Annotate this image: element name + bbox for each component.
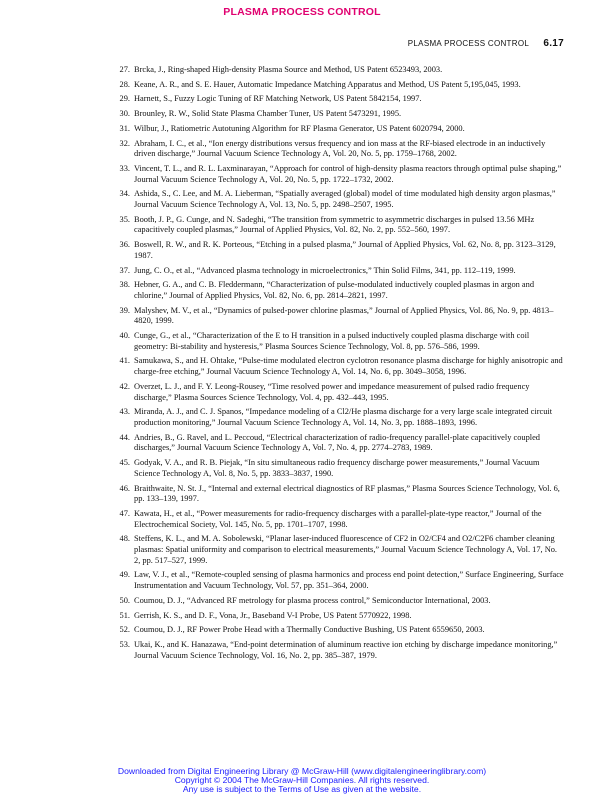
top-banner-title: PLASMA PROCESS CONTROL — [223, 6, 381, 18]
reference-number: 30. — [119, 109, 130, 119]
reference-text: Miranda, A. J., and C. J. Spanos, “Impedance modeling of a Cl2/He plasma discharge for a very large scale integrated circuit production monitoring,” Journal Vacuum Science Technology A, Vol. 14, No. 3, pp. 1888–1893, 1996. — [134, 407, 553, 427]
reference-number: 37. — [119, 265, 130, 275]
reference-item — [114, 611, 564, 622]
reference-text: Booth, J. P., G. Cunge, and N. Sadeghi, “The transition from symmetric to asymmetric discharges in pulsed 13.56 MHz capacitively coupled plasmas,” Journal of Applied Physics, Vol. 82, No. 2, pp. 552–560, 1997. — [134, 214, 535, 235]
reference-number: 48. — [119, 534, 130, 544]
reference-number: 53. — [119, 639, 130, 649]
reference-item — [114, 280, 564, 301]
reference-number: 28. — [119, 79, 130, 89]
reference-item — [114, 65, 564, 76]
reference-text: Kawata, H., et al., “Power measurements for radio-frequency discharges with a parallel-plate-type reactor,” Journal of the Electrochemical Society, Vol. 145, No. 5, pp. 1701–1707, 1998. — [134, 508, 542, 529]
reference-text: Brounley, R. W., Solid State Plasma Chamber Tuner, US Patent 5473291, 1995. — [134, 109, 402, 119]
reference-number: 38. — [119, 280, 130, 290]
reference-number: 47. — [119, 508, 130, 518]
reference-item — [114, 215, 564, 236]
reference-number: 35. — [119, 214, 130, 224]
reference-text: Jung, C. O., et al., “Advanced plasma technology in microelectronics,” Thin Solid Films, 341, pp. 112–119, 1999. — [134, 265, 516, 275]
reference-list — [114, 65, 564, 665]
reference-text: Ukai, K., and K. Hanazawa, “End-point determination of aluminum reactive ion etching by discharge impedance monitoring,” Journal Vacuum Science Technology, Vol. 16, No. 2, pp. 385–387, 1979. — [134, 639, 558, 660]
reference-item — [114, 570, 564, 591]
reference-number: 42. — [119, 381, 130, 391]
reference-item — [114, 625, 564, 636]
reference-text: Abraham, I. C., et al., “Ion energy distributions versus frequency and ion mass at the RF-biased electrode in an inductively driven discharge,” Journal Vacuum Science Technology A, Vol. 20, No. 5, pp. 1759–1768, 2002. — [134, 138, 546, 159]
reference-number: 46. — [119, 483, 130, 493]
reference-item — [114, 509, 564, 530]
reference-number: 50. — [119, 595, 130, 605]
reference-item — [114, 382, 564, 403]
reference-text: Gerrish, K. S., and D. F., Vona, Jr., Baseband V-I Probe, US Patent 5770922, 1998. — [134, 610, 412, 620]
reference-item — [114, 189, 564, 210]
page-number: 6.17 — [543, 38, 564, 49]
reference-text: Steffens, K. L., and M. A. Sobolewski, “Planar laser-induced fluorescence of CF2 in O2/CF4 and O2/C2F6 chamber cleaning plasmas: Spatial uniformity and comparison to electrical measurements,” Journal Vacuum Science Technology A, Vol. 17, No. 2, pp. 517–527, 1999. — [134, 534, 558, 565]
reference-text: Law, V. J., et al., “Remote-coupled sensing of plasma harmonics and process end point detection,” Surface Engineering, Surface Instrumentation and Vacuum Technology, Vol. 57, pp. 351–364, 2000. — [134, 570, 564, 591]
reference-number: 52. — [119, 625, 130, 635]
reference-number: 40. — [119, 331, 130, 341]
reference-item — [114, 124, 564, 135]
reference-item — [114, 534, 564, 566]
reference-number: 29. — [119, 94, 130, 104]
reference-number: 43. — [119, 407, 130, 417]
reference-text: Godyak, V. A., and R. B. Piejak, “In situ simultaneous radio frequency discharge power measurements,” Journal Vacuum Science Technology A, Vol. 8, No. 5, pp. 3833–3837, 1990. — [134, 458, 540, 478]
reference-number: 39. — [119, 305, 130, 315]
running-head-title: PLASMA PROCESS CONTROL — [407, 39, 529, 48]
footer-copyright: Copyright © 2004 The McGraw-Hill Companies. All rights reserved. — [174, 775, 430, 785]
reference-item — [114, 266, 564, 277]
reference-item — [114, 458, 564, 479]
reference-item — [114, 331, 564, 352]
reference-text: Samukawa, S., and H. Ohtake, “Pulse-time modulated electron cyclotron resonance plasma discharge for highly anisotropic and charge-free etching,” Journal Vacuum Science Technology A, Vol. 14, No. 6, pp. 3049–3058, 1996. — [134, 356, 563, 377]
reference-text: Braithwaite, N. St. J., “Internal and external electrical diagnostics of RF plasmas,” Plasma Sources Science Technology, Vol. 6, pp. 133–139, 1997. — [134, 483, 560, 504]
reference-item — [114, 139, 564, 160]
reference-number: 27. — [119, 65, 130, 74]
reference-number: 49. — [119, 570, 130, 580]
reference-number: 44. — [119, 432, 130, 442]
reference-text: Vincent, T. L., and R. L. Laxminarayan, “Approach for control of high-density plasma reactors through optimal pulse shaping,” Journal Vacuum Science Technology A, Vol. 20, No. 5, pp. 1722–1732, 2002. — [134, 163, 562, 184]
reference-number: 41. — [119, 356, 130, 366]
reference-item — [114, 484, 564, 505]
footer-download-link[interactable]: Downloaded from Digital Engineering Library @ McGraw-Hill (www.digitalengineeringlibrary.com) — [117, 766, 487, 776]
reference-text: Coumou, D. J., “Advanced RF metrology for plasma process control,” Semiconductor International, 2003. — [134, 595, 491, 605]
reference-item — [114, 356, 564, 377]
reference-text: Ashida, S., C. Lee, and M. A. Lieberman, “Spatially averaged (global) model of time modulated high density argon plasmas,” Journal Vacuum Science Technology A, Vol. 13, No. 5, pp. 2498–2507, 1995. — [134, 189, 556, 210]
reference-number: 45. — [119, 458, 130, 468]
reference-text: Harnett, S., Fuzzy Logic Tuning of RF Matching Network, US Patent 5842154, 1997. — [134, 94, 422, 104]
footer-terms: Any use is subject to the Terms of Use as given at the website. — [182, 784, 422, 794]
reference-item — [114, 164, 564, 185]
reference-item — [114, 640, 564, 661]
reference-number: 32. — [119, 138, 130, 148]
reference-number: 51. — [119, 610, 130, 620]
reference-text: Malyshev, M. V., et al., “Dynamics of pulsed-power chlorine plasmas,” Journal of Applied Physics, Vol. 86, No. 9, pp. 4813–4820, 1999. — [134, 305, 554, 326]
reference-text: Boswell, R. W., and R. K. Porteous, “Etching in a pulsed plasma,” Journal of Applied Physics, Vol. 62, No. 8, pp. 3123–3129, 1987. — [134, 240, 556, 260]
reference-text: Hebner, G. A., and C. B. Fleddermann, “Characterization of pulse-modulated inductively coupled plasmas in argon and chlorine,” Journal of Applied Physics, Vol. 82, No. 6, pp. 2814–2821, 1997. — [134, 280, 535, 300]
reference-number: 31. — [119, 123, 130, 133]
reference-text: Wilbur, J., Ratiometric Autotuning Algorithm for RF Plasma Generator, US Patent 6020794, 2000. — [134, 123, 465, 133]
running-head — [408, 38, 564, 49]
reference-item — [114, 596, 564, 607]
reference-item — [114, 407, 564, 428]
reference-text: Andries, B., G. Ravel, and L. Peccoud, “Electrical characterization of radio-frequency parallel-plate capacitively coupled discharges,” Journal Vacuum Science Technology A, Vol. 7, No. 4, pp. 2774–2783, 1989. — [134, 432, 540, 453]
reference-item — [114, 94, 564, 105]
reference-text: Overzet, L. J., and F. Y. Leong-Rousey, “Time resolved power and impedance measurement of pulsed radio frequency discharge,” Plasma Sources Science Technology, Vol. 4, pp. 432–443, 1995. — [134, 381, 530, 402]
reference-number: 34. — [119, 189, 130, 199]
reference-text: Brcka, J., Ring-shaped High-density Plasma Source and Method, US Patent 6523493, 2003. — [134, 65, 443, 74]
reference-item — [114, 80, 564, 91]
reference-number: 36. — [119, 240, 130, 250]
reference-number: 33. — [119, 163, 130, 173]
reference-item — [114, 433, 564, 454]
reference-text: Keane, A. R., and S. E. Hauer, Automatic Impedance Matching Apparatus and Method, US Patent 5,195,045, 1993. — [134, 79, 521, 89]
reference-text: Cunge, G., et al., “Characterization of the E to H transition in a pulsed inductively coupled plasma discharge with coil geometry: Bi-stability and hysteresis,” Plasma Sources Science Technology, Vol. 8, pp. 576–586, 1999. — [134, 331, 530, 351]
reference-item — [114, 306, 564, 327]
reference-text: Coumou, D. J., RF Power Probe Head with a Thermally Conductive Bushing, US Patent 6559650, 2003. — [134, 625, 485, 635]
reference-item — [114, 240, 564, 261]
reference-item — [114, 109, 564, 120]
